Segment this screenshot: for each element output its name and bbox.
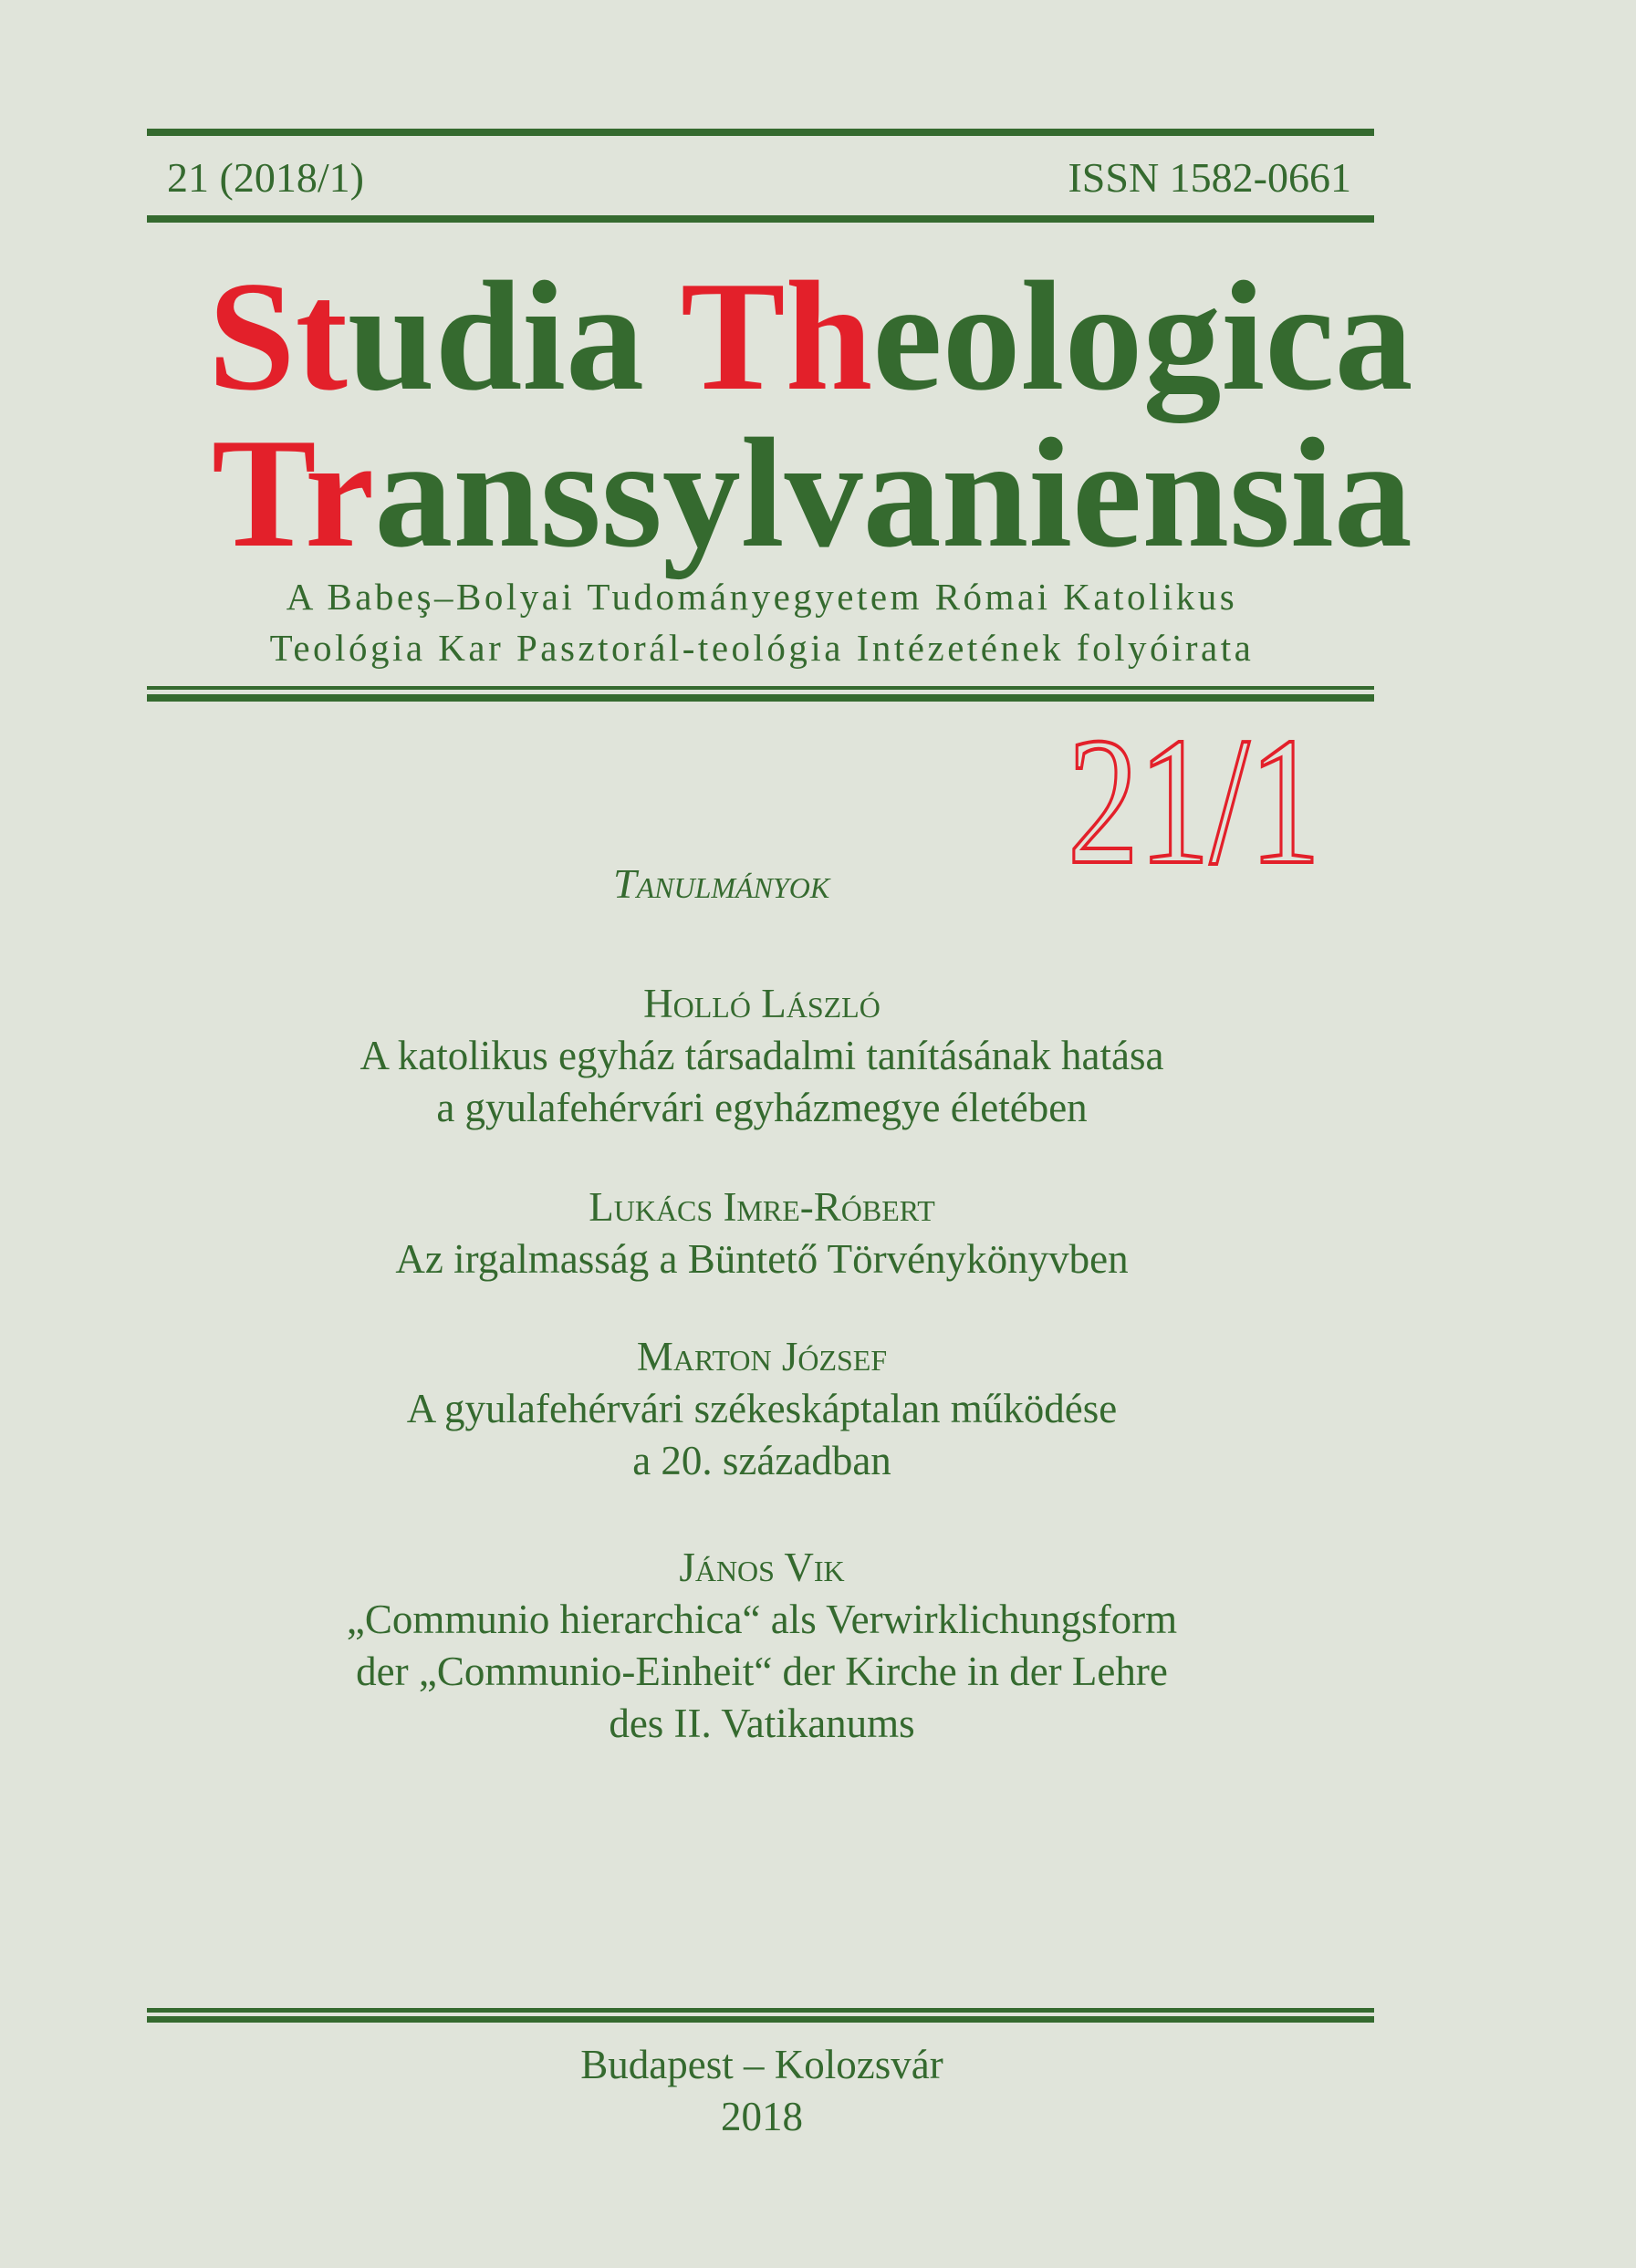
- article-author: Lukács Imre-Róbert: [589, 1184, 935, 1230]
- article-title-line: Az irgalmasság a Büntető Törvénykönyvben: [395, 1236, 1129, 1282]
- article-title-line: a gyulafehérvári egyházmegye életében: [436, 1085, 1088, 1130]
- article-title-line: A katolikus egyház társadalmi tanításának hatása: [360, 1033, 1164, 1078]
- article-1: [0, 978, 1524, 1134]
- issue-badge-text: 21/1: [1068, 721, 1321, 876]
- article-3: [0, 1331, 1524, 1487]
- publication-year: 2018: [721, 2094, 803, 2139]
- double-rule-thick: [147, 694, 1374, 702]
- subtitle-line-2: Teológia Kar Pasztorál-teológia Intézetének folyóirata: [269, 627, 1255, 669]
- double-rule-thin: [147, 686, 1374, 690]
- issn: ISSN 1582-0661: [1068, 154, 1351, 201]
- article-title-line: der „Communio-Einheit“ der Kirche in der Lehre: [356, 1649, 1168, 1694]
- article-2: [0, 1181, 1524, 1285]
- footer: [0, 2039, 1524, 2143]
- title-initial: Tr: [212, 407, 375, 580]
- title-text: anssylvaniensia: [374, 407, 1412, 580]
- issue-badge: [1068, 721, 1332, 876]
- publication-place: Budapest – Kolozsvár: [580, 2042, 943, 2087]
- journal-title-line-2: [212, 407, 1412, 580]
- title-text: eologica: [872, 250, 1413, 423]
- article-title-line: A gyulafehérvári székeskáptalan működése: [406, 1386, 1118, 1431]
- bottom-rule-thick: [147, 2016, 1374, 2023]
- subtitle-line-1: A Babeş–Bolyai Tudományegyetem Római Katolikus: [286, 576, 1238, 618]
- title-text: udia: [347, 250, 681, 423]
- section-heading: Tanulmányok: [613, 860, 830, 907]
- bottom-rule-thin: [147, 2008, 1374, 2013]
- article-author: János Vik: [679, 1545, 845, 1590]
- title-initial: Th: [680, 250, 873, 423]
- article-title-line: „Communio hierarchica“ als Verwirklichungsform: [346, 1597, 1178, 1642]
- title-initial: St: [208, 250, 348, 423]
- article-title-line: a 20. században: [632, 1438, 891, 1483]
- article-title-line: des II. Vatikanums: [609, 1701, 915, 1746]
- top-rule: [147, 129, 1374, 136]
- article-author: Marton József: [636, 1334, 888, 1379]
- header-rule: [147, 215, 1374, 223]
- article-4: [0, 1542, 1524, 1750]
- issue-number: 21 (2018/1): [167, 154, 364, 201]
- article-author: Holló László: [643, 981, 881, 1026]
- journal-title-line-1: [208, 250, 1413, 423]
